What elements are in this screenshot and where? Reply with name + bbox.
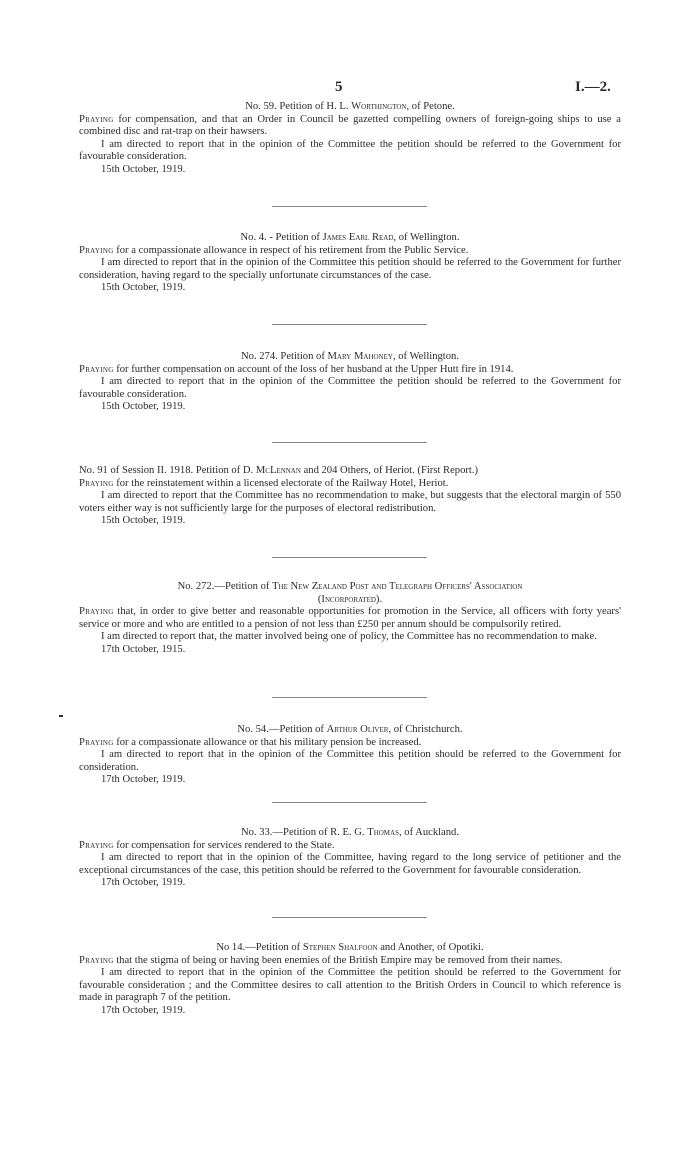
report-date: 15th October, 1919. [101, 163, 186, 175]
committee-report: I am directed to report that in the opinion of the Committee the petition should be referred to the Government for favourable consideration. [79, 138, 621, 163]
petition-entry [79, 232, 621, 295]
committee-report: I am directed to report that the Committee has no recommendation to make, but suggests that the electoral margin of 550 voters either way is not sufficiently large for the purposes of electoral redistribution. [79, 490, 621, 514]
petition-prayer: Praying for the reinstatement within a licensed electorate of the Railway Hotel, Heriot. [79, 477, 449, 489]
document-reference: I.—2. [575, 79, 611, 95]
committee-report: I am directed to report that in the opinion of the Committee the petition should be referred to the Government for favourable consideration. [79, 376, 621, 400]
petition-entry [79, 351, 621, 414]
petition-entry [79, 942, 621, 1018]
petition-prayer: Praying for a compassionate allowance in respect of his retirement from the Public Service. [79, 244, 469, 256]
petitioner-name: McLennan [255, 465, 301, 476]
section-divider [272, 206, 427, 207]
petition-prayer: Praying that, in order to give better and reasonable opportunities for promotion in the Service, all officers with forty years' service or more and who are entitled to a pension of not less than £250 per annum should be compulsorily retired. [79, 606, 621, 630]
committee-report: I am directed to report that in the opinion of the Committee this petition should be referred to the Government for consideration. [79, 749, 621, 773]
petition-title: No. 59. Petition of H. L. Worthington, of Petone. [245, 101, 455, 112]
report-date: 17th October, 1915. [101, 643, 186, 655]
page-number: 5 [335, 79, 343, 95]
margin-mark [59, 715, 63, 717]
petitioner-name: The New Zealand Post and Telegraph Officers' Association [272, 581, 523, 592]
petitioner-name: Mary Mahoney [327, 351, 393, 362]
petitioner-name: Arthur Oliver [326, 724, 389, 735]
report-date: 17th October, 1919. [101, 1004, 186, 1016]
section-divider [272, 324, 427, 325]
committee-report: I am directed to report that in the opinion of the Committee the petition should be referred to the Government for favourable consideration ; and the Committee desires to call attention to the British Orders in Council to which reference is made in paragraph 7 of the petition. [79, 967, 621, 1004]
petitioner-name: Worthington [351, 101, 407, 112]
petition-entry [79, 101, 621, 177]
report-date: 15th October, 1919. [101, 401, 186, 413]
committee-report: I am directed to report that in the opinion of the Committee this petition should be referred to the Government for further consideration, having regard to the specially unfortunate circumstances of the case. [79, 257, 621, 281]
section-divider [272, 442, 427, 443]
petition-entry [79, 465, 621, 528]
section-divider [272, 697, 427, 698]
petition-title: No. 91 of Session II. 1918. Petition of D. McLennan and 204 Others, of Heriot. (First Report.) [79, 465, 479, 476]
petition-prayer: Praying that the stigma of being or having been enemies of the British Empire may be removed from their names. [79, 954, 563, 966]
petitioner-name: Stephen Shalfoon [302, 942, 378, 953]
report-date: 17th October, 1919. [101, 774, 186, 786]
petition-title: No 14.—Petition of Stephen Shalfoon and Another, of Opotiki. [216, 942, 484, 953]
petition-title: No. 54.—Petition of Arthur Oliver, of Christchurch. [237, 724, 463, 735]
committee-report: I am directed to report that in the opinion of the Committee, having regard to the long service of petitioner and the exceptional circumstances of the case, this petition should be referred to the Government for favourable consideration. [79, 852, 621, 876]
petition-prayer: Praying for a compassionate allowance or that his military pension be increased. [79, 736, 422, 748]
petition-entry [79, 724, 621, 787]
petition-title: No. 274. Petition of Mary Mahoney, of Wellington. [241, 351, 459, 362]
petition-title-continued: (Incorporated). [317, 593, 383, 605]
petition-title: No. 272.—Petition of The New Zealand Post and Telegraph Officers' Association [177, 581, 523, 592]
petitioner-name: Thomas [367, 827, 399, 838]
committee-report: I am directed to report that, the matter involved being one of policy, the Committee has no recommendation to make. [101, 631, 597, 643]
section-divider [272, 917, 427, 918]
petition-entry [79, 827, 621, 890]
report-date: 17th October, 1919. [101, 877, 186, 889]
petition-title: No. 4. - Petition of James Earl Read, of Wellington. [240, 232, 460, 243]
petition-prayer: Praying for compensation, and that an Order in Council be gazetted compelling owners of foreign-going ships to use a combined disc and rat-trap on their hawsers. [79, 113, 621, 138]
section-divider [272, 557, 427, 558]
report-date: 15th October, 1919. [101, 515, 186, 527]
petition-title: No. 33.—Petition of R. E. G. Thomas, of Auckland. [240, 827, 460, 838]
report-date: 15th October, 1919. [101, 282, 186, 294]
petition-prayer: Praying for compensation for services rendered to the State. [79, 839, 335, 851]
petitioner-name: James Earl Read [322, 232, 394, 243]
petition-entry [79, 581, 621, 657]
petition-prayer: Praying for further compensation on account of the loss of her husband at the Upper Hutt fire in 1914. [79, 363, 514, 375]
section-divider [272, 802, 427, 803]
